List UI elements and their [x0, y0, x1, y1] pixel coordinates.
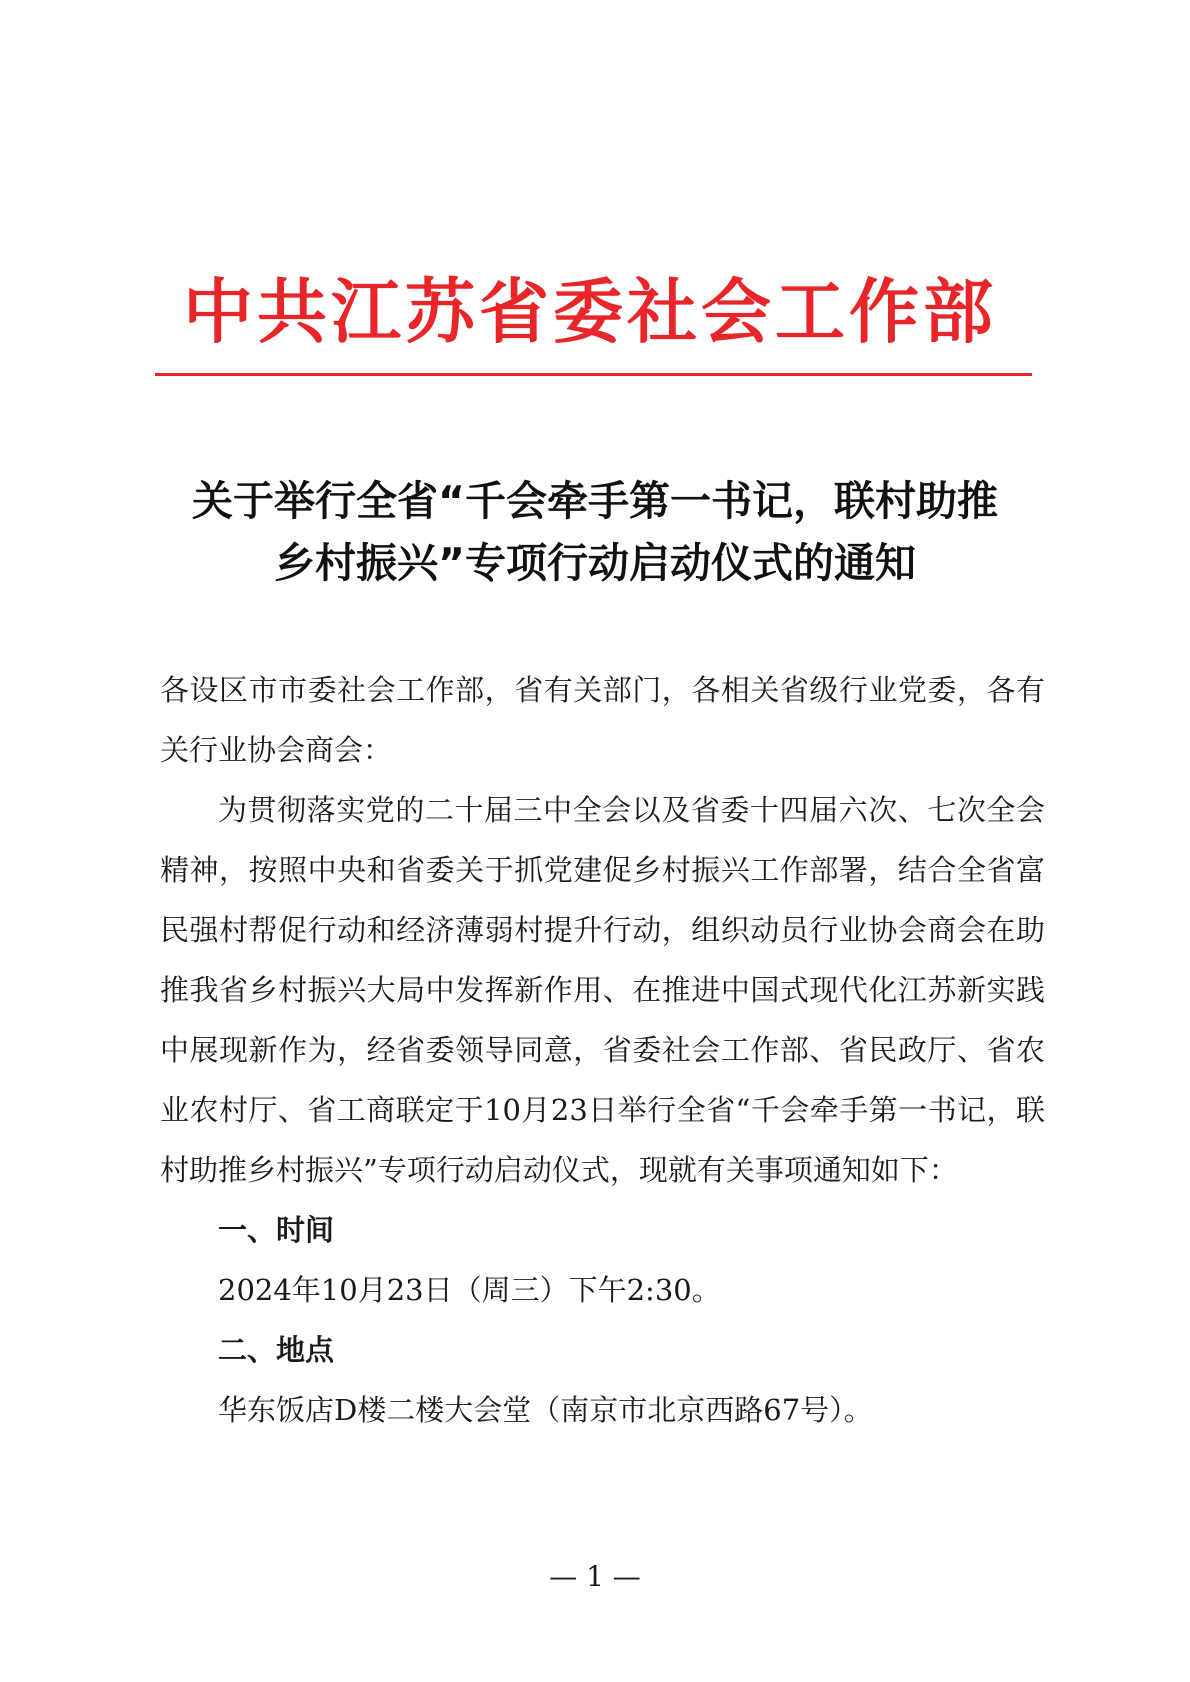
document-title-line-2: 乡村振兴”专项行动启动仪式的通知 — [274, 539, 916, 587]
red-divider-line — [155, 373, 1032, 376]
document-title — [150, 470, 1040, 594]
section-heading-time: 一、时间 — [218, 1213, 335, 1247]
section-heading-location: 二、地点 — [218, 1333, 335, 1367]
intro-paragraph: 为贯彻落实党的二十届三中全会以及省委十四届六次、七次全会精神，按照中央和省委关于抓党建促乡村振兴工作部署，结合全省富民强村帮促行动和经济薄弱村提升行动，组织动员行业协会商会在助推我省乡村振兴大局中发挥新作用、在推进中国式现代化江苏新实践中展现新作为，经省委领导同意，省委社会工作部、省民政厅、省农业农村厅、省工商联定于10月23日举行全省“千会牵手第一书记，联村助推乡村振兴”专项行动启动仪式，现就有关事项通知如下： — [160, 793, 1045, 1187]
addressee-paragraph: 各设区市市委社会工作部，省有关部门，各相关省级行业党委，各有关行业协会商会： — [160, 673, 1045, 767]
document-title-line-1: 关于举行全省“千会牵手第一书记，联村助推 — [192, 477, 998, 525]
page-number: — 1 — — [549, 1560, 641, 1593]
section-text-location: 华东饭店D楼二楼大会堂（南京市北京西路67号）。 — [218, 1393, 873, 1427]
document-body — [160, 660, 1045, 1440]
masthead-title: 中共江苏省委社会工作部 — [183, 271, 997, 353]
section-text-time: 2024年10月23日（周三）下午2:30。 — [218, 1273, 721, 1307]
